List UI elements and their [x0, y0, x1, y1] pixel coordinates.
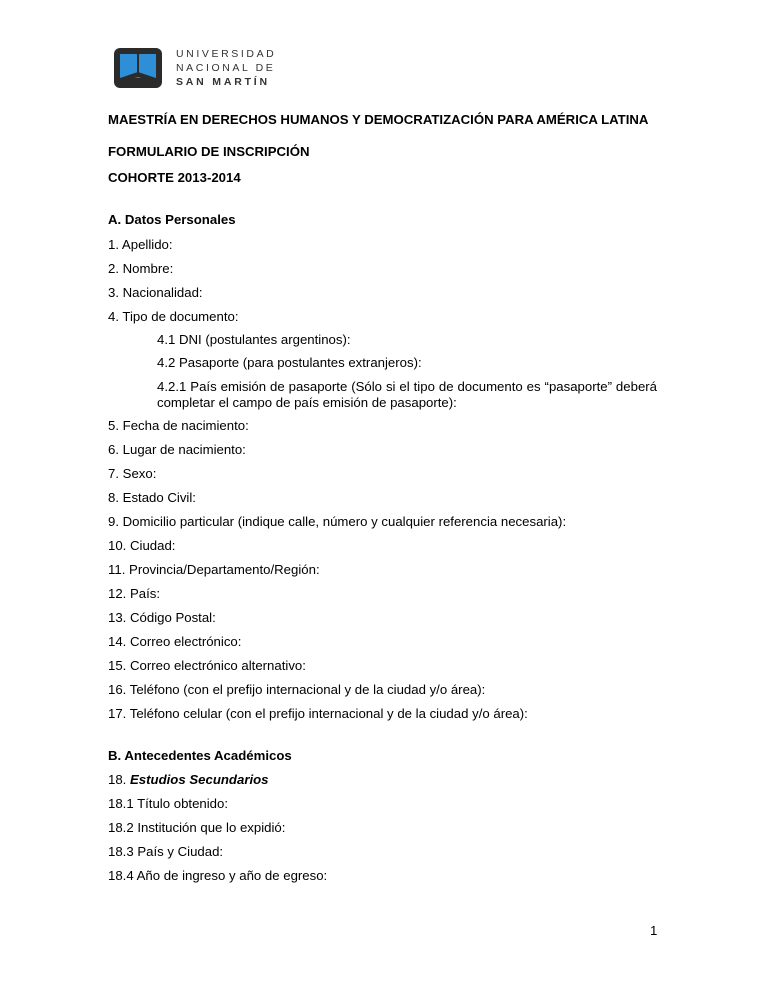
field-pais-emision: 4.2.1 País emisión de pasaporte (Sólo si el tipo de documento es “pasaporte” deberá completar el campo de país emisión de pasaporte): — [157, 379, 657, 410]
field-lugar-nacimiento: 6. Lugar de nacimiento: — [108, 442, 246, 457]
field-institucion: 18.2 Institución que lo expidió: — [108, 820, 286, 835]
section-b-heading: B. Antecedentes Académicos — [108, 748, 292, 763]
field-pais: 12. País: — [108, 586, 161, 601]
item-estudios-secundarios — [108, 772, 269, 788]
field-ciudad: 10. Ciudad: — [108, 538, 176, 553]
field-domicilio: 9. Domicilio particular (indique calle, número y cualquier referencia necesaria): — [108, 514, 567, 529]
page-number: 1 — [650, 923, 658, 938]
university-name — [176, 47, 276, 89]
section-a-heading: A. Datos Personales — [108, 212, 236, 227]
field-telefono-celular: 17. Teléfono celular (con el prefijo internacional y de la ciudad y/o área): — [108, 706, 528, 721]
field-nombre: 2. Nombre: — [108, 261, 174, 276]
field-telefono: 16. Teléfono (con el prefijo internacional y de la ciudad y/o área): — [108, 682, 486, 697]
program-title: MAESTRÍA EN DERECHOS HUMANOS Y DEMOCRATIZACIÓN PARA AMÉRICA LATINA — [108, 112, 649, 127]
logo-line-1: UNIVERSIDAD — [176, 48, 277, 60]
field-titulo-obtenido: 18.1 Título obtenido: — [108, 796, 229, 811]
field-pasaporte: 4.2 Pasaporte (para postulantes extranjeros): — [157, 355, 422, 370]
logo-line-3: SAN MARTÍN — [176, 76, 270, 88]
field-nacionalidad: 3. Nacionalidad: — [108, 285, 203, 300]
field-estado-civil: 8. Estado Civil: — [108, 490, 196, 505]
book-logo-icon — [114, 44, 162, 92]
cohort-title: COHORTE 2013-2014 — [108, 170, 241, 185]
field-pais-ciudad: 18.3 País y Ciudad: — [108, 844, 224, 859]
field-anio-ingreso-egreso: 18.4 Año de ingreso y año de egreso: — [108, 868, 328, 883]
field-provincia: 11. Provincia/Departamento/Región: — [108, 562, 320, 577]
item-number: 18. — [108, 772, 130, 787]
item-label: Estudios Secundarios — [130, 772, 269, 787]
field-fecha-nacimiento: 5. Fecha de nacimiento: — [108, 418, 249, 433]
field-sexo: 7. Sexo: — [108, 466, 157, 481]
form-title: FORMULARIO DE INSCRIPCIÓN — [108, 144, 310, 159]
field-tipo-documento: 4. Tipo de documento: — [108, 309, 239, 324]
university-logo — [114, 44, 276, 92]
field-correo-alternativo: 15. Correo electrónico alternativo: — [108, 658, 306, 673]
field-apellido: 1. Apellido: — [108, 237, 173, 252]
field-dni: 4.1 DNI (postulantes argentinos): — [157, 332, 351, 347]
logo-line-2: NACIONAL DE — [176, 62, 276, 74]
field-correo: 14. Correo electrónico: — [108, 634, 242, 649]
field-codigo-postal: 13. Código Postal: — [108, 610, 216, 625]
